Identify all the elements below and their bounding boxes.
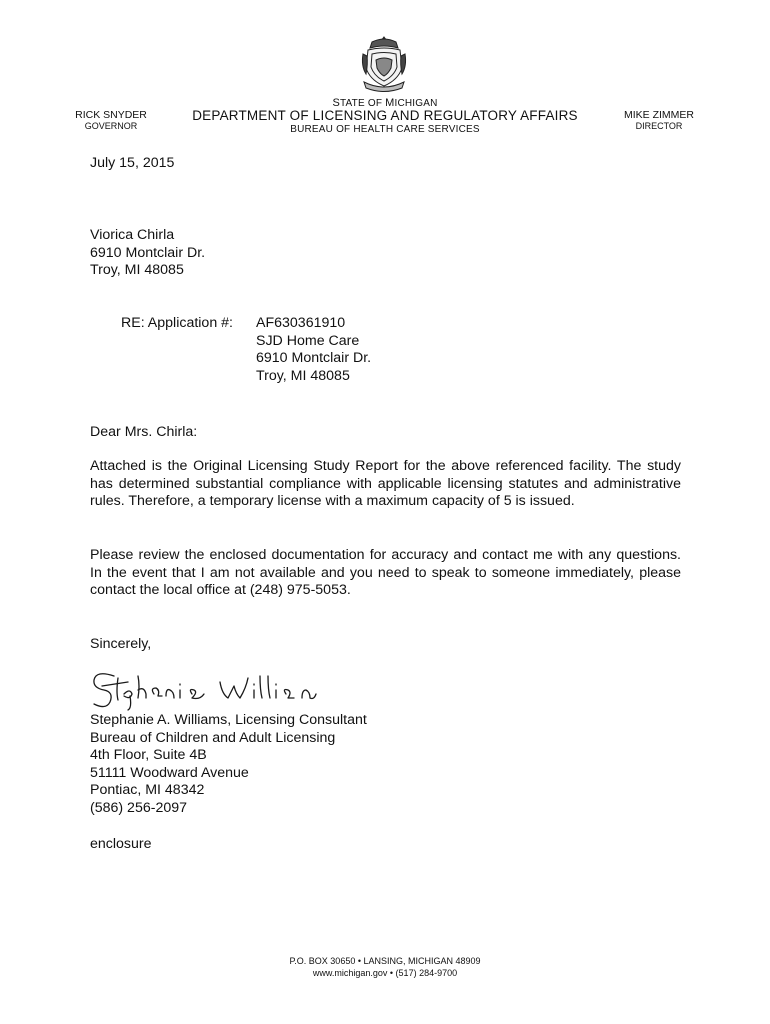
footer-address: P.O. BOX 30650 • LANSING, MICHIGAN 48909 [289, 956, 481, 966]
closing: Sincerely, [90, 636, 152, 652]
signer-street: 51111 Woodward Avenue [90, 764, 249, 781]
signature-block [90, 712, 367, 817]
bureau-name: BUREAU OF HEALTH CARE SERVICES [290, 124, 480, 135]
recipient-city: Troy, MI 48085 [90, 262, 184, 278]
re-label: RE: Application #: [121, 315, 233, 331]
michigan-first-letter: M [385, 97, 395, 109]
facility-city: Troy, MI 48085 [256, 367, 350, 384]
signer-phone: (586) 256-2097 [90, 799, 188, 816]
enclosure-note: enclosure [90, 836, 152, 852]
recipient-name: Viorica Chirla [90, 227, 175, 243]
michigan-rest: ICHIGAN [394, 98, 438, 109]
signer-city: Pontiac, MI 48342 [90, 782, 205, 798]
state-rest: TATE OF [339, 98, 386, 109]
governor-name: RICK SNYDER [75, 109, 147, 121]
recipient-address [90, 227, 205, 280]
body-paragraph-2: Please review the enclosed documentation for accuracy and contact me with any questions. In the event that I am not available and you need to speak to someone immediately, please contact the local office at (248) 975-5053. [90, 547, 681, 598]
salutation: Dear Mrs. Chirla: [90, 424, 198, 440]
state-first-letter: S [332, 97, 340, 109]
director-title: DIRECTOR [635, 121, 683, 131]
letter-date: July 15, 2015 [90, 155, 175, 171]
application-number: AF630361910 [256, 315, 346, 331]
signer-suite: 4th Floor, Suite 4B [90, 747, 207, 763]
governor-title: GOVERNOR [84, 121, 138, 131]
facility-name: SJD Home Care [256, 332, 360, 349]
director-name: MIKE ZIMMER [624, 109, 694, 121]
signer-name-title: Stephanie A. Williams, Licensing Consultant [90, 712, 367, 728]
body-paragraph-1: Attached is the Original Licensing Study Report for the above referenced facility. The study has determined substantial compliance with applicable licensing statutes and administrative rules. Therefore, a temporary license with a maximum capacity of 5 is issued. [90, 458, 681, 509]
michigan-seal-icon [358, 34, 410, 94]
re-details [256, 315, 371, 385]
facility-street: 6910 Montclair Dr. [256, 350, 372, 366]
handwritten-signature [88, 664, 318, 714]
footer-contact: www.michigan.gov • (517) 284-9700 [312, 968, 458, 978]
signer-bureau: Bureau of Children and Adult Licensing [90, 729, 336, 746]
department-name: DEPARTMENT OF LICENSING AND REGULATORY AFFAIRS [192, 108, 578, 123]
recipient-street: 6910 Montclair Dr. [90, 244, 206, 261]
